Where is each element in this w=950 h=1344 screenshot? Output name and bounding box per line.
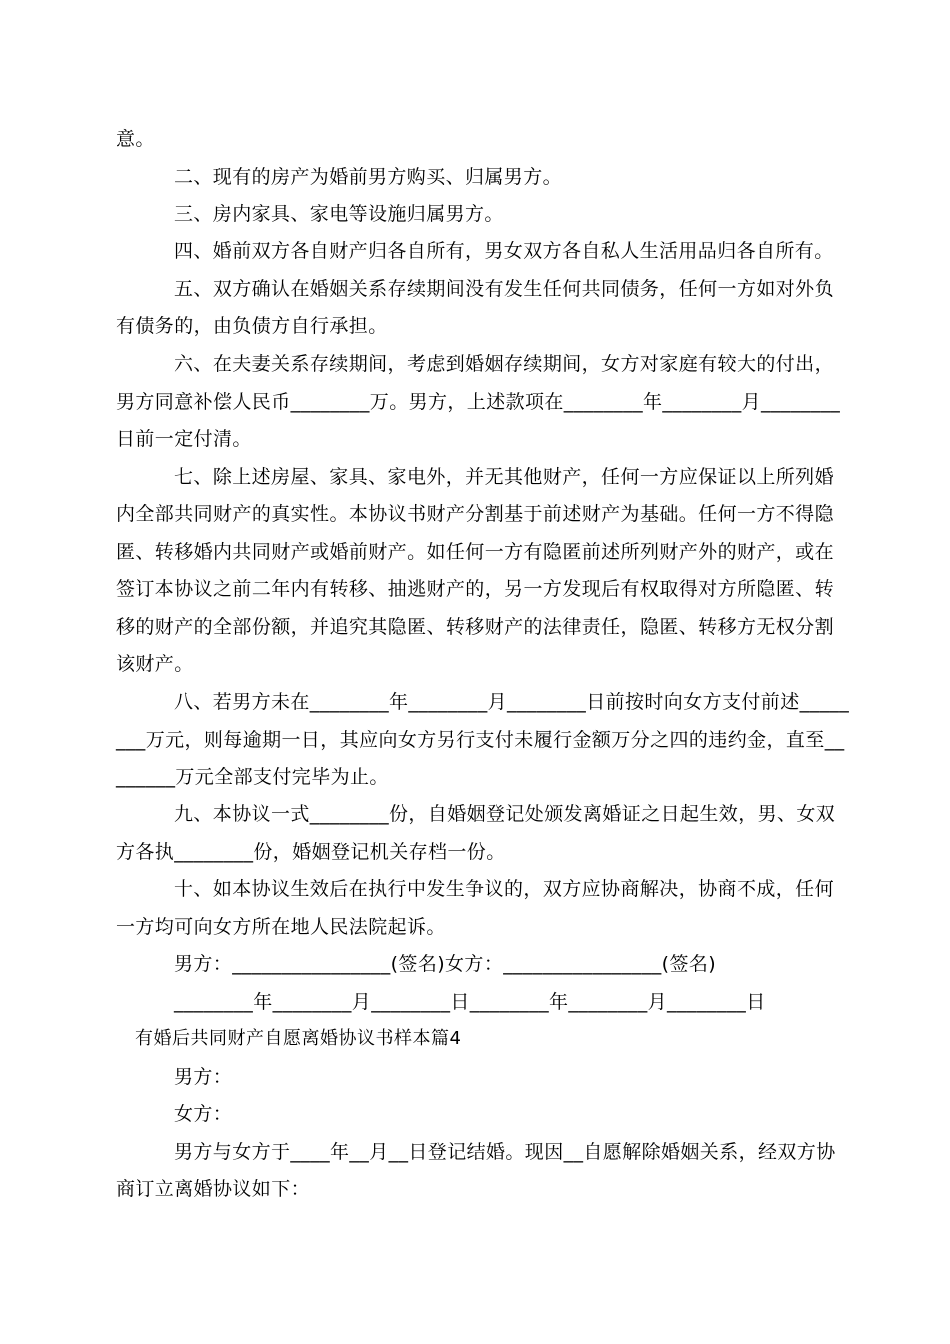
text-line: ___万元，则每逾期一日，其应向女方另行支付未履行金额万分之四的违约金，直至__: [116, 729, 845, 751]
signature-line: 男方：________________(签名)女方：________________(签名): [174, 953, 717, 975]
date-line: ________年________月________日________年________月________日: [174, 991, 766, 1013]
text-line: 日前一定付清。: [116, 428, 252, 450]
clause-two: 二、现有的房产为婚前男方购买、归属男方。: [174, 166, 563, 188]
wife-label: 女方：: [174, 1103, 233, 1125]
clause-six: 六、在夫妻关系存续期间，考虑到婚姻存续期间，女方对家庭有较大的付出，: [174, 353, 834, 375]
husband-label: 男方：: [174, 1066, 233, 1088]
text-line: 有债务的，由负债方自行承担。: [116, 315, 388, 337]
text-line: 商订立离婚协议如下：: [116, 1178, 311, 1200]
text-line: 签订本协议之前二年内有转移、抽逃财产的，另一方发现后有权取得对方所隐匿、转: [116, 578, 834, 600]
clause-seven: 七、除上述房屋、家具、家电外，并无其他财产，任何一方应保证以上所列婚: [174, 466, 834, 488]
text-line: 男方同意补偿人民币________万。男方，上述款项在________年________月________: [116, 391, 841, 413]
clause-nine: 九、本协议一式________份，自婚姻登记处颁发离婚证之日起生效，男、女双: [174, 803, 836, 825]
text-line: 移的财产的全部份额，并追究其隐匿、转移财产的法律责任，隐匿、转移方无权分割: [116, 616, 834, 638]
text-line: 一方均可向女方所在地人民法院起诉。: [116, 916, 446, 938]
text-line: 该财产。: [116, 653, 194, 675]
text-line: 匿、转移婚内共同财产或婚前财产。如任何一方有隐匿前述所列财产外的财产，或在: [116, 541, 834, 563]
text-line: 方各执________份，婚姻登记机关存档一份。: [116, 841, 506, 863]
clause-four: 四、婚前双方各自财产归各自所有，男女双方各自私人生活用品归各自所有。: [174, 240, 834, 262]
text-line: ______万元全部支付完毕为止。: [116, 766, 389, 788]
clause-ten: 十、如本协议生效后在执行中发生争议的，双方应协商解决，协商不成，任何: [174, 878, 834, 900]
text-line: 内全部共同财产的真实性。本协议书财产分割基于前述财产为基础。任何一方不得隐: [116, 503, 834, 525]
clause-five: 五、双方确认在婚姻关系存续期间没有发生任何共同债务，任何一方如对外负: [174, 278, 834, 300]
clause-eight: 八、若男方未在________年________月________日前按时向女方支付前述_____: [174, 691, 850, 713]
clause-three: 三、房内家具、家电等设施归属男方。: [174, 203, 504, 225]
section-heading: 有婚后共同财产自愿离婚协议书样本篇4: [135, 1028, 462, 1049]
intro-paragraph: 男方与女方于____年__月__日登记结婚。现因__自愿解除婚姻关系，经双方协: [174, 1141, 836, 1163]
text-line: 意。: [116, 128, 155, 150]
